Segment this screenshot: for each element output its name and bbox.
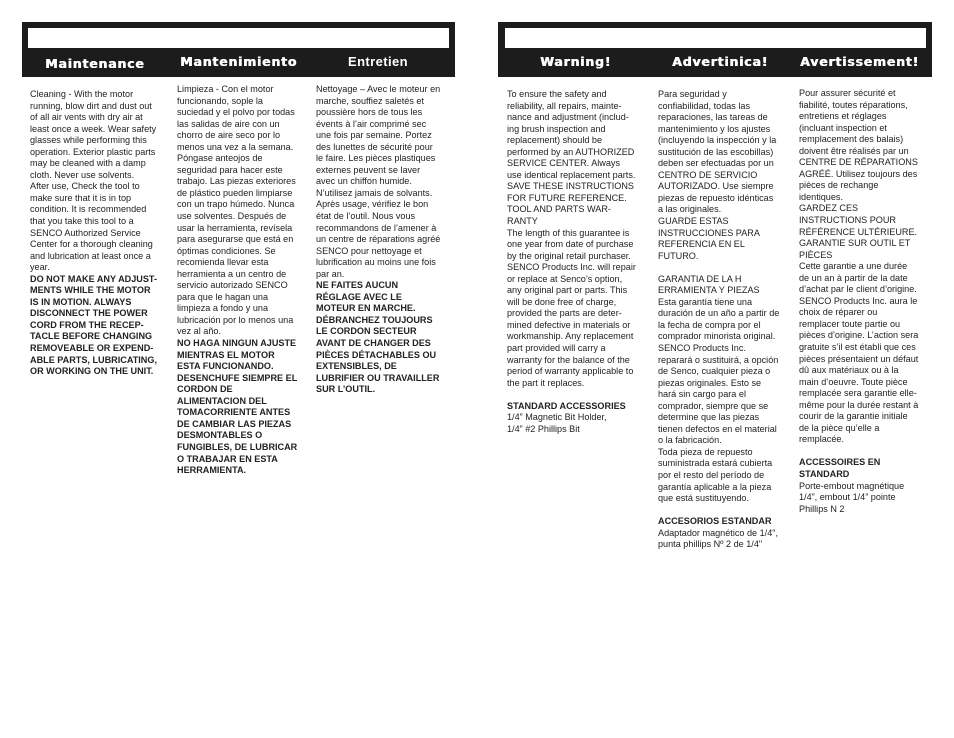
maintenance-spanish-warning: NO HAGA NINGUN AJUSTE MIENTRAS EL MOTOR ESTA FUNCIONANDO. DESENCHUFE SIEMPRE EL CORDON DE ALIMENTACION DEL TOMACORRIENTE ANTES DE CAMBIAR LAS PIEZAS DESMONTABLES O FUNGIBLES, DE LUBRICAR O TRABAJAR EN ESTA HERRAMIENTA. <box>177 338 298 476</box>
accessoires-standard-title: ACCESSOIRES EN STANDARD <box>799 457 881 479</box>
heading-maintenance: Maintenance <box>45 56 145 71</box>
maintenance-french-warning: NE FAITES AUCUN RÉGLAGE AVEC LE MOTEUR EN MARCHE. DÉBRANCHEZ TOUJOURS LE CORDON SECTEUR AVANT DE CHANGER DES PIÈCES DÉTACHABLES OU EXTENSIBLES, DE LUBRIFIER OU TRAVAILLER SUR L’OUTIL. <box>316 280 440 395</box>
warning-spanish-guarantee: GARANTIA DE LA H ERRAMIENTA Y PIEZAS Esta garantía tiene una duración de un año a partir de la fecha de compra por el comprador minorista original. SENCO Products Inc. reparará o sustituirá, a opción de Senco, cualquier pieza o piezas originales. Esto se hará sin cargo para el comprador, siempre que se determine que las piezas tienen defectos en el material o la fabricación. Toda pieza de repuesto suministrada estará cubierta por el resto del período de garantía aplicable a la pieza que está sustituyendo. <box>658 273 780 504</box>
maintenance-french-column <box>316 84 454 396</box>
warning-french-body: Pour assurer sécurité et fiabilité, toutes réparations, entretiens et réglages (incluant inspection et remplacement des balais) doivent être réalisés par un CENTRE DE RÉPARATIONS AGRÉÉ. Utilisez toujours des pièces de rechange identiques. GARDEZ CES INSTRUCTIONS POUR RÉFÉRENCE ULTÉRIEURE. GARANTIE SUR OUTIL ET PIÈCES Cette garantie a une durée de un an à partir de la date d’achat par le client d’origine. SENCO Products Inc. aura le choix de réparer ou remplacer toute partie ou pièces d’origine. L’action sera gratuite s’il est établi que ces pièces présentaient un défaut dû aux matériaux ou à la main d’oeuvre. Toute pièce remplacée sera garantie elle- même pour la durée restant à courir de la garantie initiale de la pièce qu’elle a remplacée. <box>799 88 919 445</box>
heading-avertissement: Avertissement! <box>800 54 919 69</box>
heading-advertinica: Advertinica! <box>672 54 769 69</box>
heading-entretien: Entretien <box>348 54 408 69</box>
maintenance-english-warning: DO NOT MAKE ANY ADJUST- MENTS WHILE THE MOTOR IS IN MOTION. ALWAYS DISCONNECT THE POWER CORD FROM THE RECEP- TACLE BEFORE CHANGING REMOVEABLE OR EXPEND- ABLE PARTS, LUBRICATING, OR WORKING ON THE UNIT. <box>30 273 157 377</box>
right-header-blank-box <box>505 28 926 48</box>
maintenance-spanish-column <box>177 84 312 477</box>
heading-mantenimiento: Mantenimiento <box>180 54 298 69</box>
accesorios-estandar-title: ACCESORIOS ESTANDAR <box>658 516 772 527</box>
standard-accessories-list: 1/4” Magnetic Bit Holder, 1/4” #2 Phillips Bit <box>507 412 607 434</box>
left-header-blank-box <box>28 28 449 48</box>
warning-english-column <box>507 89 652 435</box>
accesorios-estandar-list: Adaptador magnético de 1/4", punta phillips Nº 2 de 1/4" <box>658 527 779 550</box>
warning-english-body: To ensure the safety and reliability, all repairs, mainte- nance and adjustment (includ- ing brush inspection and replacement) should be performed by an AUTHORIZED SERVICE CENTER. Always use identical replacement parts. SAVE THESE INSTRUCTIONS FOR FUTURE REFERENCE. TOOL AND PARTS WAR- RANTY The length of this guarantee is one year from date of purchase by the original retail purchaser. SENCO Products Inc. will repair or replace at Senco’s option, any original part or parts. This will be done free of charge, provided the parts are deter- mined defective in materials or workmanship. Any replacement part provided will carry a warranty for the balance of the period of warranty applicable to the part it replaces. <box>507 89 636 388</box>
warning-spanish-body: Para seguridad y confiabilidad, todas las reparaciones, las tareas de mantenimiento y los ajustes (incluyendo la inspección y la sustitución de las escobillas) deben ser efectuadas por un CENTRO DE SERVICIO AUTORIZADO. Use siempre piezas de repuesto idénticas a las originales. GUARDE ESTAS INSTRUCCIONES PARA REFERENCIA EN EL FUTURO. <box>658 89 777 261</box>
maintenance-english-body: Cleaning - With the motor running, blow dirt and dust out of all air vents with dry air at least once a week. Wear safety glasses while performing this operation. Exterior plastic parts may be cleaned with a damp cloth. Never use solvents. After use, Check the tool to make sure that it is in top condition. It is recommended that you take this tool to a SENCO Authorized Service Center for a thorough cleaning and lubrication at least once a year. <box>30 89 157 273</box>
warning-french-column <box>799 88 932 515</box>
heading-warning: Warning! <box>540 54 612 69</box>
maintenance-english-column <box>30 89 172 378</box>
maintenance-spanish-body: Limpieza - Con el motor funcionando, sople la suciedad y el polvo por todas las salidas de aire con un chorro de aire seco por lo menos una vez a la semana. Póngase anteojos de seguridad para hacer este trabajo. Las piezas exteriores de plástico pueden limpiarse con un trapo húmedo. Nunca use solventes. Después de usar la herramienta, revísela para asegurarse que está en óptimas condiciones. Se recomienda llevar esta herramienta a un centro de servicio autorizado SENCO para que le hagan una limpieza a fondo y una lubricación por lo menos una vez al año. <box>177 84 296 337</box>
maintenance-french-body: Nettoyage – Avec le moteur en marche, souffiez saletés et poussière hors de tous les évents à l’air comprimé sec une fois par semaine. Portez des lunettes de sécurité pour le faire. Les pièces plastiques externes peuvent se laver avec un chiffon humide. N’utilisez jamais de solvants. Après usage, vérifiez le bon état de l’outil. Nous vous recommandons de l’amener à un centre de réparations agréé SENCO pour nettoyage et lubrification au moins une fois par an. <box>316 84 441 279</box>
accessoires-standard-list: Porte-embout magnétique 1/4”, embout 1/4” pointe Phillips N 2 <box>799 480 905 514</box>
standard-accessories-title: STANDARD ACCESSORIES <box>507 400 626 411</box>
warning-spanish-column <box>658 89 793 551</box>
